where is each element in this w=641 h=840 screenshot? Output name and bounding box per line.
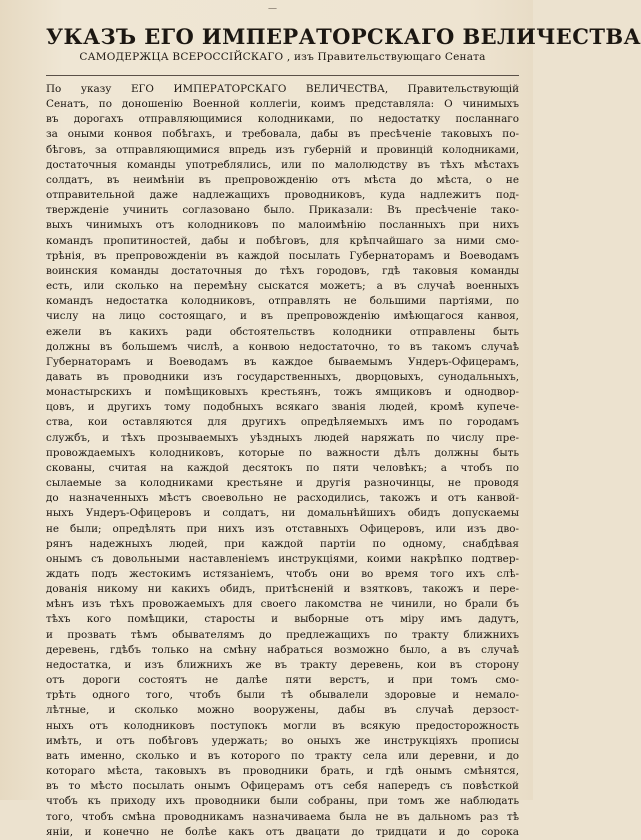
text-line: въ дорогахъ отправляющимися колодниками, по недостатку посланнаго [46,113,519,126]
text-line: По указу ЕГО ИМПЕРАТОРСКАГО ВЕЛИЧЕСТВА, Правительствующій [46,83,519,95]
text-line: выхъ чинимыхъ отъ колодниковъ по малоимѣнію посланныхъ при нихъ [46,219,519,232]
text-line: командъ пропитиностей, дабы и побѣговъ, для крѣпчайшаго за ними смо- [46,234,519,247]
text-line: мѣнъ изъ тѣхъ провожаемыхъ для своего лакомства не чинили, но брали бъ [46,598,519,611]
text-line: за оными конвоя побѣгахъ, и требовала, дабы въ пресѣченіе таковыхъ по- [46,128,519,141]
text-line: трѣть одного того, чтобъ были тѣ обывалели здоровые и немало- [46,689,519,702]
text-line: Губернаторамъ и Воеводамъ въ каждое бываемымъ Ундеръ-Офицерамъ, [46,355,519,368]
text-line: твержденіе учинить соглазовано было. Приказали: Въ пресѣченіе тако- [46,204,519,217]
text-line: до назначенныхъ мѣстъ своевольно не расходились, такожъ и отъ канвой- [46,492,519,505]
title-divider [46,75,519,76]
text-line: числу на лицо состоящаго, и въ препровожденію имѣющагося канвоя, [46,310,519,323]
text-line: яніи, и конечно не болѣе какъ отъ двацати до тридцати и до сорока [46,825,519,838]
text-line: ждать подъ жестокимъ истязаніемъ, чтобъ они во время того ихъ слѣ- [46,568,519,580]
text-line: и прозвать тѣмъ обывателямъ до предлежащихъ по тракту ближнихъ [46,628,519,641]
text-line: есть, или сколько на перемѣну сыскатся можетъ; а въ случаѣ военныхъ [46,280,519,293]
text-line: скованы, считая на каждой десятокъ по пяти человѣкъ; а чтобъ по [46,461,519,474]
text-line: монастырскихъ и помѣщиковыхъ крестьянъ, тожъ ямщиковъ и однодвор- [46,386,519,399]
text-line: котораго мѣста, таковыхъ въ проводники брать, и гдѣ онымъ смѣнятся, [46,765,519,778]
text-line: солдатъ, въ неимѣніи въ препровожденію отъ мѣста до мѣста, о не [46,173,519,186]
text-line: отъ дороги состоятъ не далѣе пяти верстъ, и при томъ смо- [46,674,519,687]
text-line: того, чтобъ смѣна проводникамъ назначиваема была не въ дальномъ раз тѣ [46,810,519,823]
text-line: сылаемые за колодниками крестьяне и другія разночинцы, не проводя [46,477,519,490]
text-line: тѣхъ кого помѣщики, старосты и выборные отъ міру имъ дадутъ, [46,613,519,626]
text-line: вать именно, сколько и въ которого по тракту села или деревни, и до [46,749,519,762]
text-line: лѣтные, и сколько можно вооружены, дабы въ случаѣ дерзост- [46,704,519,717]
text-line: не были; опредѣлять при нихъ изъ отставныхъ Офицеровъ, или изъ дво- [46,522,519,535]
text-line: имѣть, и отъ побѣговъ удержать; во оныхъ же инструкціяхъ прописы [46,734,519,747]
text-line: деревень, гдѣбъ только на смѣну набраться возможно было, а въ случаѣ [46,643,519,656]
decree-subtitle: САМОДЕРЖЦА ВСЕРОССІЙСКАГО , изъ Правительствующаго Сената [79,51,486,63]
text-line: дованія никому ни какихъ обидъ, притѣсненій и взятковъ, такожъ и пере- [46,583,519,596]
text-line: онымъ съ довольными наставленіемъ инструкціями, коими накрѣпко подтвер- [46,552,519,565]
text-line: давать въ проводники изъ государственныхъ, дворцовыхъ, сунодальныхъ, [46,370,519,383]
text-line: въ то мѣсто посылать онымъ Офицерамъ отъ себя напередъ съ повѣсткой [46,780,519,793]
page-mark: — [268,4,278,14]
text-line: отправительной даже надлежащихъ проводниковъ, куда надлежитъ под- [46,189,519,202]
text-line: ныхъ отъ колодниковъ поступокъ могли въ всякую предосторожность [46,719,519,732]
text-line: должны въ большемъ числѣ, а конвою недостаточно, то въ такомъ случаѣ [46,340,519,353]
text-line: достаточныя команды употреблялись, или по малолюдству въ тѣхъ мѣстахъ [46,158,519,171]
text-line: ныхъ Ундеръ-Офицеровъ и солдатъ, ни домальнѣйшихъ обидъ допускаемы [46,507,519,520]
decree-title: УКАЗЪ ЕГО ИМПЕРАТОРСКАГО ВЕЛИЧЕСТВА [46,24,641,49]
text-line: Сенатъ, по доношенію Военной коллегіи, коимъ представляла: О чинимыхъ [46,98,519,111]
text-line: службъ, и тѣхъ прозываемыхъ уѣздныхъ людей наряжать по числу пре- [46,431,519,444]
text-line: недостатка, и изъ ближнихъ же въ тракту деревень, кои въ сторону [46,658,519,671]
text-line: чтобъ къ приходу ихъ проводники были собраны, при томъ же наблюдать [46,795,519,808]
text-line: провождаемыхъ колодниковъ, которые по важности дѣлъ должны быть [46,446,519,459]
text-line: бѣговъ, за отправляющимися впредь изъ губерній и провинцій колодниками, [46,143,519,156]
text-line: ства, кои оставляются для другихъ опредѣляемыхъ имъ по городамъ [46,416,519,429]
text-line: командъ недостатка колодниковъ, отправлять не большими партіями, по [46,295,519,308]
text-line: ежели въ какихъ ради обстоятельствъ колодники отправлены быть [46,325,519,338]
text-line: цовъ, и другихъ тому подобныхъ всякаго званія людей, кромѣ купече- [46,401,519,414]
text-line: трѣнія, въ препровожденіи въ каждой посылать Губернаторамъ и Воеводамъ [46,249,519,262]
text-line: рянъ надежныхъ людей, при каждой партіи по одному, снабдѣвая [46,537,519,550]
text-line: воинския команды достаточныя до тѣхъ городовъ, гдѣ таковыя команды [46,264,519,277]
decree-body [46,82,519,840]
